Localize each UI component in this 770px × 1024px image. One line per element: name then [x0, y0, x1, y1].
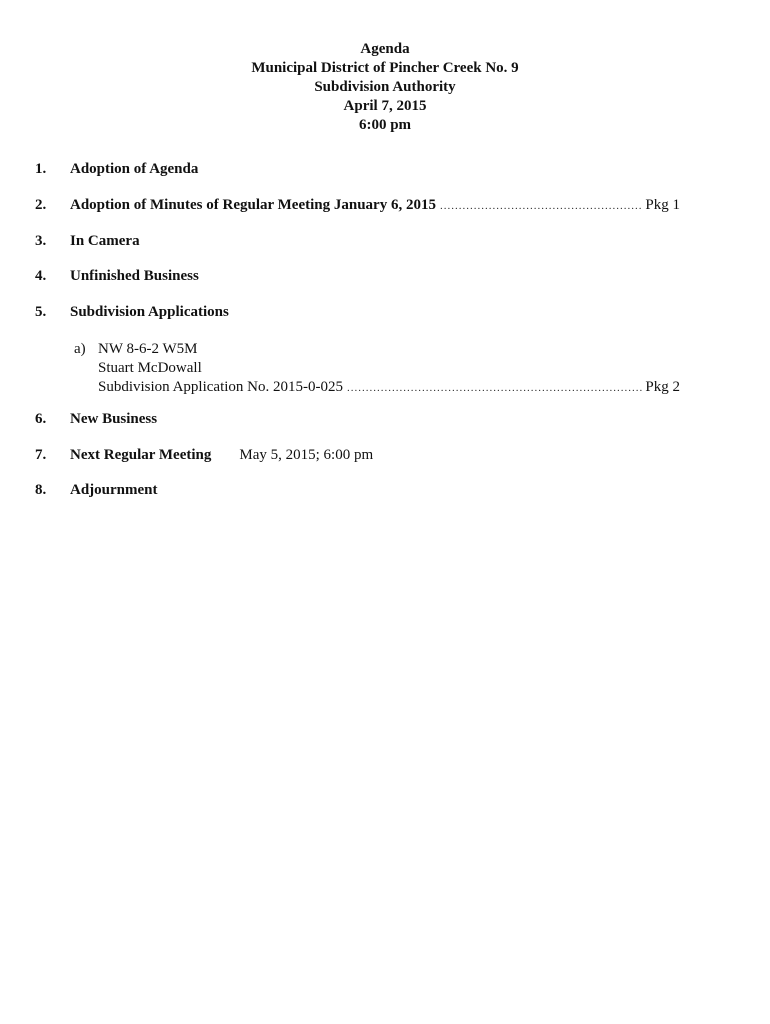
- applicant-name: Stuart McDowall: [98, 360, 202, 376]
- item-number: 2.: [35, 197, 47, 213]
- item-title: Unfinished Business: [70, 268, 199, 284]
- agenda-item-6: [35, 410, 680, 429]
- item-title: Adjournment: [70, 482, 158, 498]
- package-reference: Pkg 1: [645, 197, 680, 213]
- item-title: Subdivision Applications: [70, 304, 229, 320]
- item-title: Adoption of Minutes of Regular Meeting January 6, 2015: [70, 197, 436, 213]
- agenda-title: Agenda: [360, 41, 410, 57]
- agenda-item-3: [35, 232, 680, 251]
- item-number: 6.: [35, 411, 47, 427]
- item-number: 3.: [35, 233, 47, 249]
- item-title: Adoption of Agenda: [70, 161, 199, 177]
- legal-land-description: NW 8-6-2 W5M: [98, 341, 198, 357]
- agenda-item-1: [35, 160, 680, 179]
- meeting-time: 6:00 pm: [358, 117, 412, 133]
- subdivision-application-entry: [74, 340, 680, 398]
- item-number: 4.: [35, 268, 47, 284]
- agenda-item-4: [35, 267, 680, 286]
- item-number: 7.: [35, 447, 47, 463]
- item-title: In Camera: [70, 233, 140, 249]
- item-number: 5.: [35, 304, 47, 320]
- agenda-item-5: [35, 303, 680, 322]
- dot-leader: [440, 197, 643, 216]
- next-meeting-details: May 5, 2015; 6:00 pm: [239, 447, 374, 463]
- agenda-item-8: [35, 481, 680, 500]
- package-reference: Pkg 2: [645, 379, 680, 395]
- application-number: Subdivision Application No. 2015-0-025: [98, 379, 343, 395]
- agenda-header: [0, 40, 770, 135]
- agenda-item-2: [35, 196, 680, 216]
- authority-name: Subdivision Authority: [314, 79, 456, 95]
- item-title: Next Regular Meeting: [70, 447, 212, 463]
- agenda-item-7: [35, 446, 680, 465]
- item-number: 1.: [35, 161, 47, 177]
- meeting-date: April 7, 2015: [343, 98, 427, 114]
- dot-leader: [347, 379, 643, 398]
- item-title: New Business: [70, 411, 158, 427]
- organization-name: Municipal District of Pincher Creek No. 9: [251, 60, 519, 76]
- subitem-letter: a): [74, 341, 86, 357]
- item-number: 8.: [35, 482, 47, 498]
